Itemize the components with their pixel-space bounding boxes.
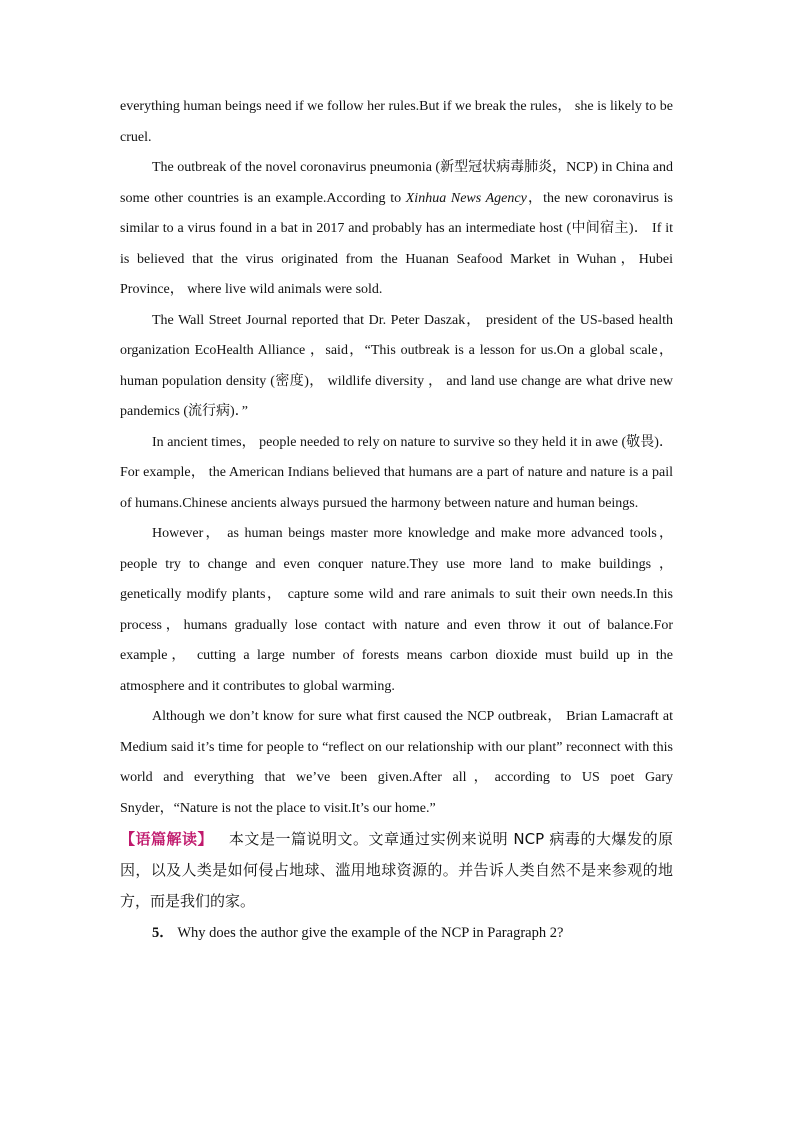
question-number: 5． bbox=[152, 925, 174, 941]
paragraph-2-text-after: ，the new coronavirus is similar to a virus found in a bat in 2017 and probably has an intermediate host (中间宿主)． If it is believed that the virus originated from the Huanan Seafood Market in Wuhan，Hubei Province， where live wild animals were sold. bbox=[120, 190, 673, 297]
paragraph-6-text: Although we don’t know for sure what first caused the NCP outbreak， Brian Lamacraft at Medium said it’s time for people to “reflect on our relationship with our plant” reconnect with this world and everything that we’ve been given.After all，according to US poet Gary Snyder，“Nature is not the place to visit.It’s our home.” bbox=[120, 709, 673, 816]
paragraph-5-text: However， as human beings master more knowledge and make more advanced tools， people try to change and even conquer nature.They use more land to make buildings ， genetically modify plants， capture some wild and rare animals to suit their own needs.In this process，humans gradually lose contact with nature and even throw it out of balance.For example， cutting a large number of forests means carbon dioxide must build up in the atmosphere and it contributes to global warming. bbox=[120, 526, 673, 694]
discourse-analysis-note bbox=[120, 824, 673, 917]
paragraph-6 bbox=[120, 702, 673, 824]
question-text: Why does the author give the example of the NCP in Paragraph 2? bbox=[177, 925, 564, 941]
paragraph-4-text: In ancient times， people needed to rely on nature to survive so they held it in awe (敬畏)． For example， the American Indians believed that humans are a part of nature and nature is a pail of humans.Chinese ancients always pursued the harmony between nature and human beings. bbox=[120, 434, 673, 511]
note-text: 本文是一篇说明文。文章通过实例来说明 NCP 病毒的大爆发的原因，以及人类是如何侵占地球、滥用地球资源的。并告诉人类自然不是来参观的地方，而是我们的家。 bbox=[120, 830, 673, 910]
news-agency-name: Xinhua News Agency bbox=[405, 190, 527, 206]
paragraph-4 bbox=[120, 428, 673, 520]
document-page bbox=[120, 92, 673, 948]
paragraph-2-text-before: The outbreak of the novel coronavirus pneumonia (新型冠状病毒肺炎，NCP) in China and some other countries is an example.According to bbox=[120, 160, 674, 206]
paragraph-2 bbox=[120, 153, 673, 306]
paragraph-3 bbox=[120, 306, 673, 428]
paragraph-1 bbox=[120, 92, 673, 153]
note-tag: 【语篇解读】 bbox=[120, 830, 214, 848]
paragraph-3-text: The Wall Street Journal reported that Dr. Peter Daszak， president of the US-based health organization EcoHealth Alliance ，said，“This outbreak is a lesson for us.On a global scale， human population density (密度)， wildlife diversity ， and land use change are what drive new pandemics (流行病)．” bbox=[120, 312, 673, 419]
paragraph-1-text: everything human beings need if we follow her rules.But if we break the rules， she is likely to be cruel. bbox=[120, 99, 673, 145]
paragraph-5 bbox=[120, 519, 673, 702]
question-5 bbox=[120, 918, 673, 948]
